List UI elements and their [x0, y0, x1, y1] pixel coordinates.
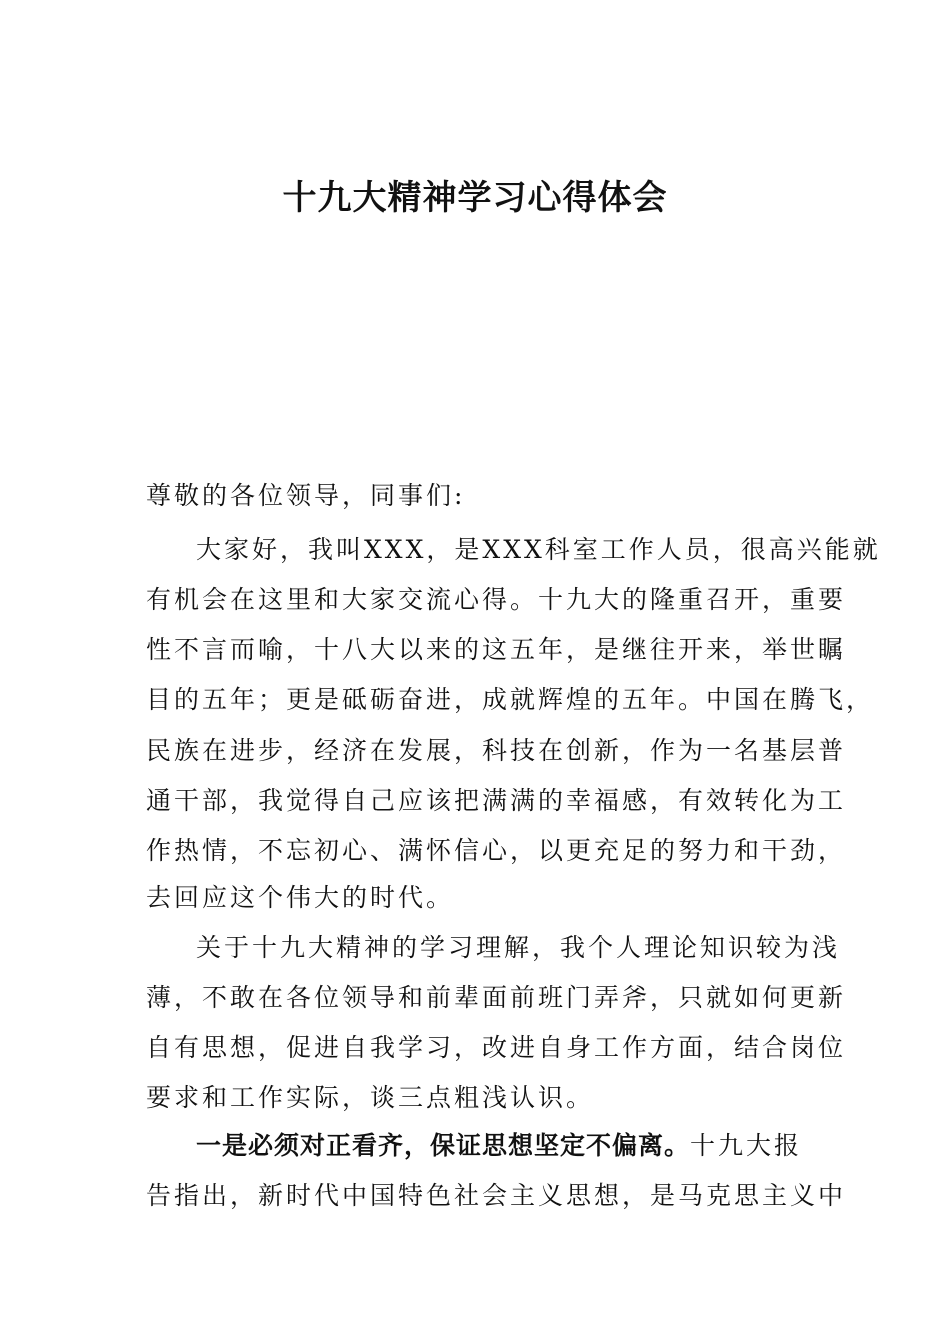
paragraph-1-line-7: 作热情，不忘初心、满怀信心，以更充足的努力和干劲，: [146, 836, 847, 865]
paragraph-1-line-6: 通干部，我觉得自己应该把满满的幸福感，有效转化为工: [146, 786, 847, 815]
paragraph-2-line-2: 薄，不敢在各位领导和前辈面前班门弄斧，只就如何更新: [146, 983, 847, 1012]
paragraph-1-line-1: 大家好，我叫XXX，是XXX科室工作人员，很高兴能就: [196, 535, 881, 564]
paragraph-3-heading: 一是必须对正看齐，保证思想坚定不偏离。: [196, 1131, 691, 1160]
paragraph-3-line-1: [196, 1128, 802, 1164]
document-title: 十九大精神学习心得体会: [282, 178, 668, 218]
paragraph-3-line-2: 告指出，新时代中国特色社会主义思想，是马克思主义中: [146, 1181, 847, 1210]
paragraph-1-line-2: 有机会在这里和大家交流心得。十九大的隆重召开，重要: [146, 585, 847, 614]
paragraph-1-line-4: 目的五年；更是砥砺奋进，成就辉煌的五年。中国在腾飞，: [146, 685, 875, 714]
paragraph-2-line-4: 要求和工作实际，谈三点粗浅认识。: [146, 1083, 595, 1112]
paragraph-2-line-1: 关于十九大精神的学习理解，我个人理论知识较为浅: [196, 933, 841, 962]
salutation: 尊敬的各位领导，同事们:: [146, 481, 466, 510]
paragraph-3-first-line-rest: 十九大报: [690, 1131, 803, 1160]
paragraph-1-line-5: 民族在进步，经济在发展，科技在创新，作为一名基层普: [146, 736, 847, 765]
paragraph-1-line-8: 去回应这个伟大的时代。: [146, 883, 455, 912]
paragraph-1-line-3: 性不言而喻，十八大以来的这五年，是继往开来，举世瞩: [146, 635, 847, 664]
paragraph-2-line-3: 自有思想，促进自我学习，改进自身工作方面，结合岗位: [146, 1033, 847, 1062]
